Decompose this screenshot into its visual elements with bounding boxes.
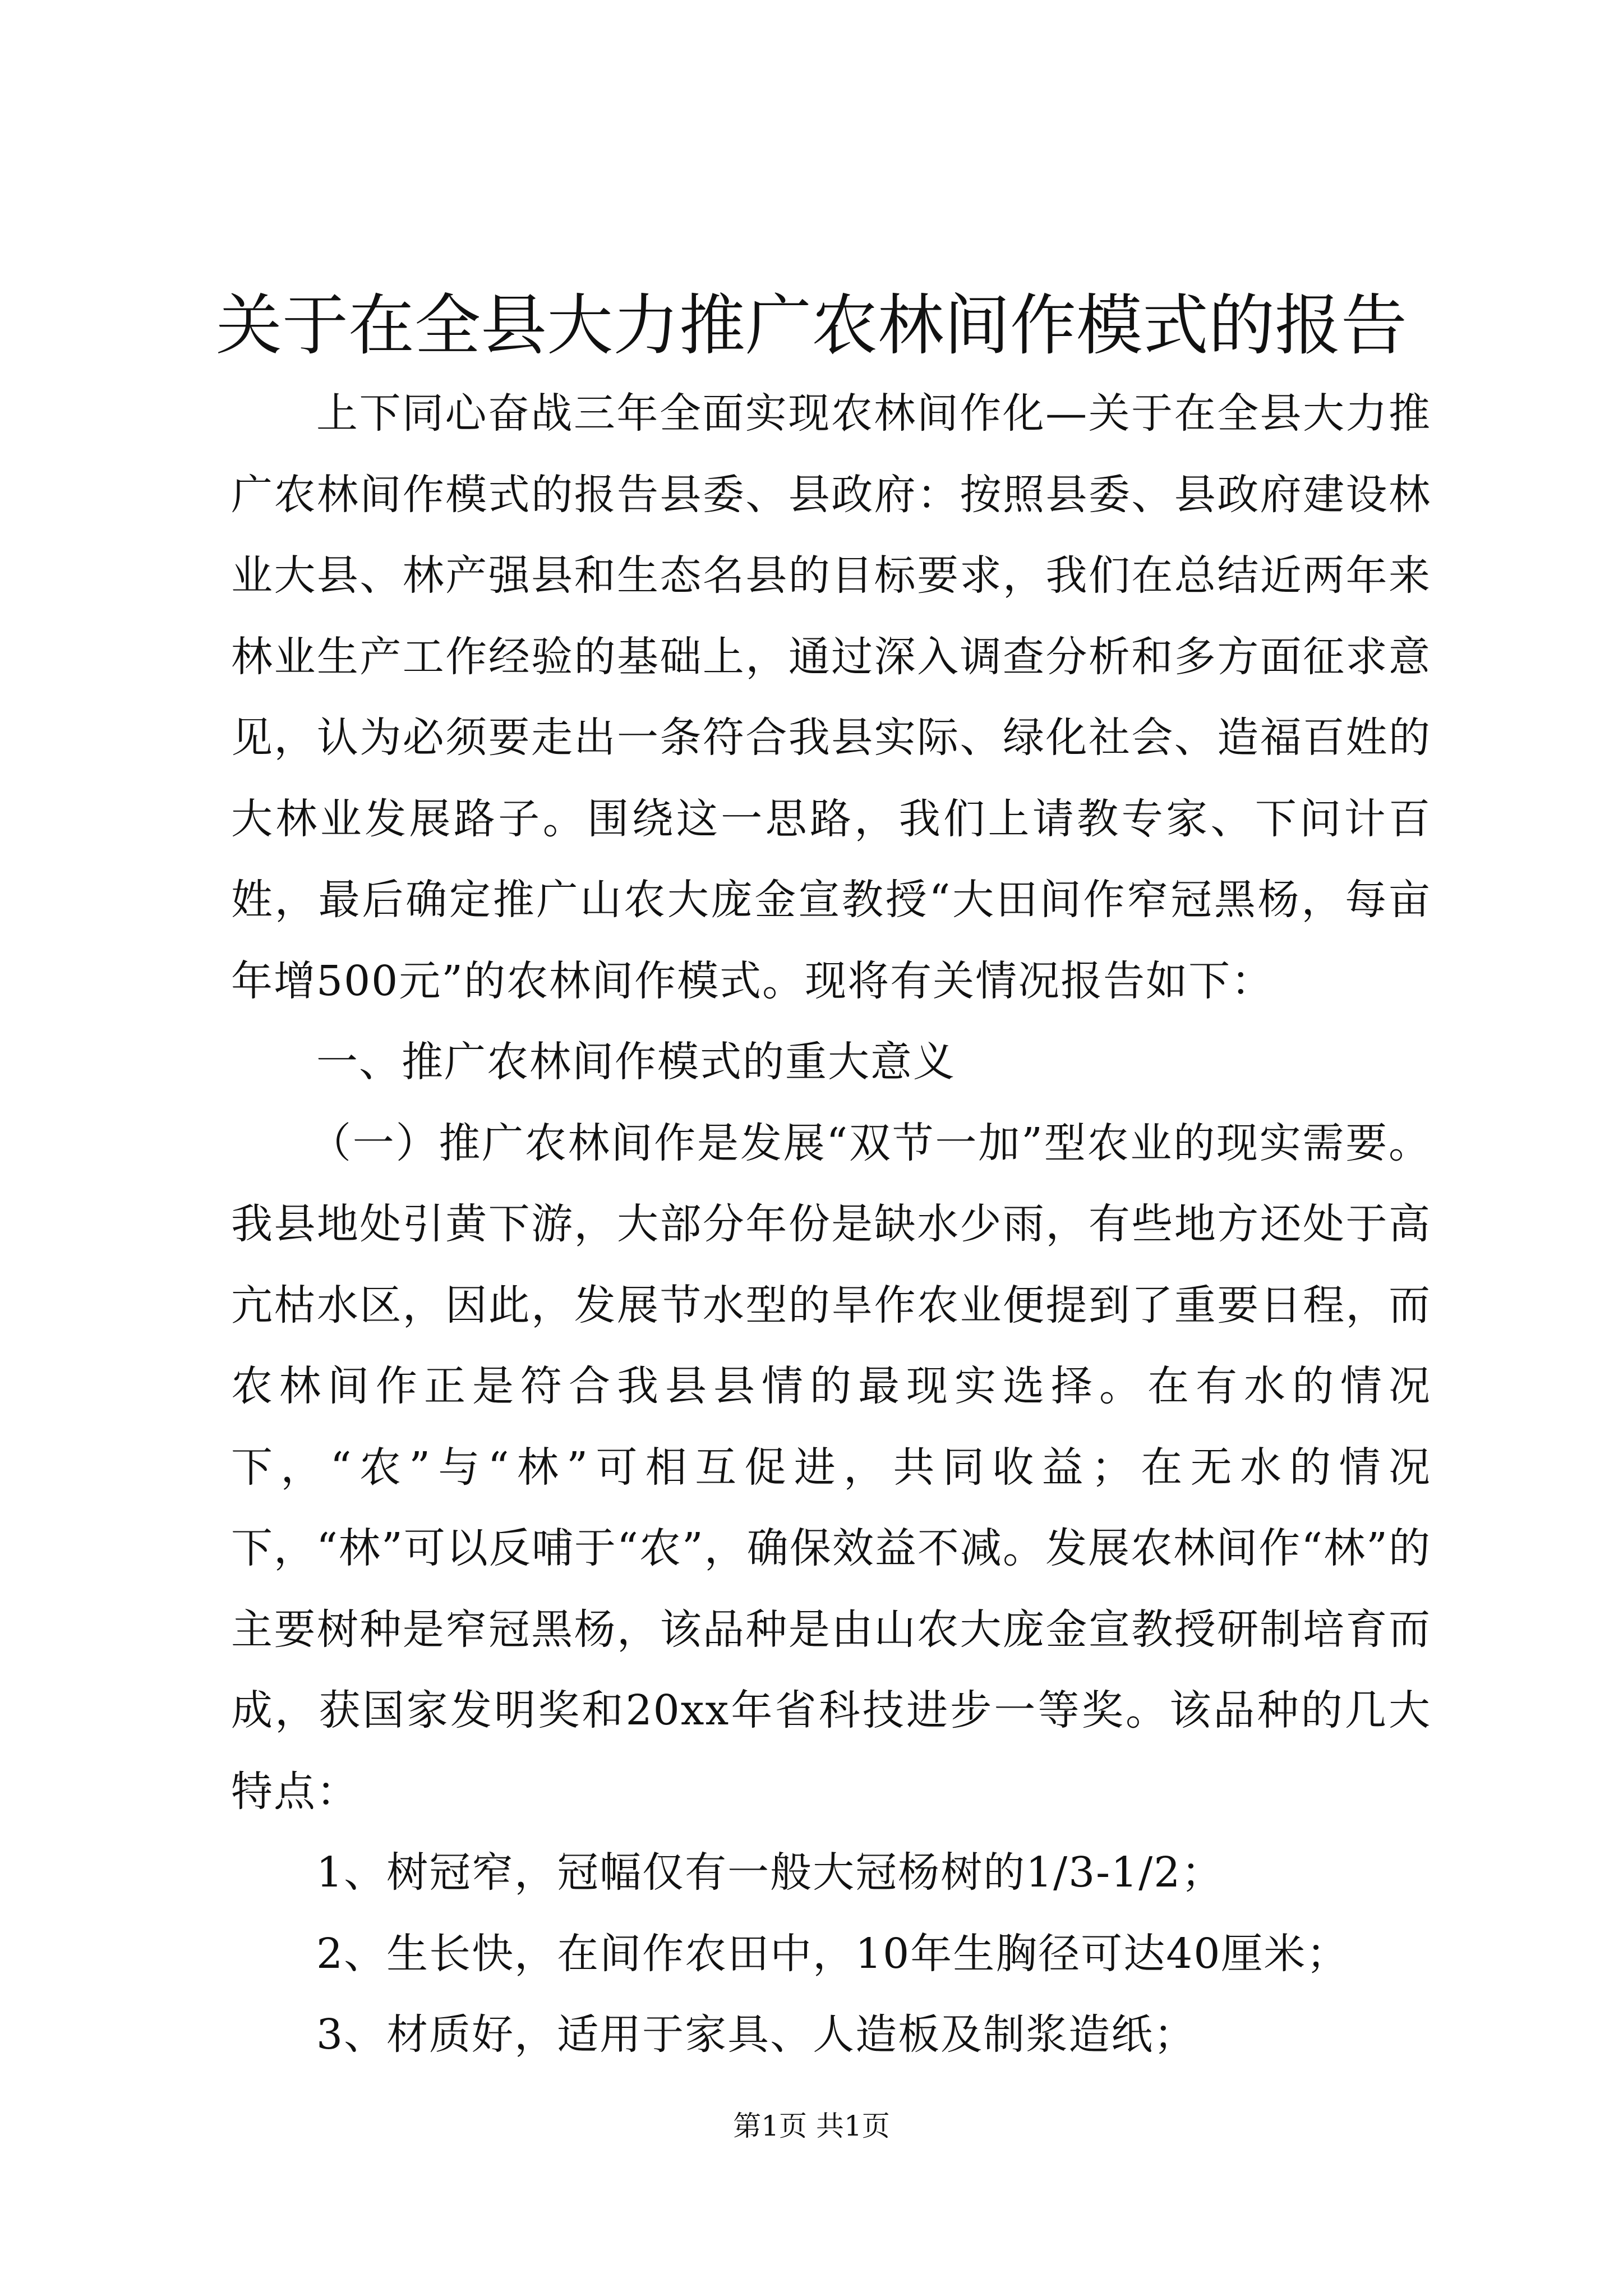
intro-paragraph: 上下同心奋战三年全面实现农林间作化—关于在全县大力推广农林间作模式的报告县委、县政府：按照县委、县政府建设林业大县、林产强县和生态名县的目标要求，我们在总结近两年来林业生产工作经验的基础上，通过深入调查分析和多方面征求意见，认为必须要走出一条符合我县实际、绿化社会、造福百姓的大林业发展路子。围绕这一思路，我们上请教专家、下问计百姓，最后确定推广山农大庞金宣教授“大田间作窄冠黑杨，每亩年增500元”的农林间作模式。现将有关情况报告如下： [231, 389, 1431, 1005]
document-body [231, 373, 1431, 2076]
document-title: 关于在全县大力推广农林间作模式的报告 [215, 287, 1407, 364]
list-item-3: 3、材质好，适用于家具、人造板及制浆造纸； [316, 2010, 1197, 2059]
page-footer: 第1页 共1页 [733, 2110, 890, 2142]
list-item-2: 2、生长快，在间作农田中，10年生胸径可达40厘米； [316, 1929, 1349, 1978]
subsection-paragraph-1: （一）推广农林间作是发展“双节一加”型农业的现实需要。我县地处引黄下游，大部分年份是缺水少雨，有些地方还处于高亢枯水区，因此，发展节水型的旱作农业便提到了重要日程，而农林间作正是符合我县县情的最现实选择。在有水的情况下，“农”与“林”可相互促进，共同收益；在无水的情况下，“林”可以反哺于“农”，确保效益不减。发展农林间作“林”的主要树种是窄冠黑杨，该品种是由山农大庞金宣教授研制培育而成，获国家发明奖和20xx年省科技进步一等奖。该品种的几大特点： [231, 1119, 1431, 1816]
section-heading-1: 一、推广农林间作模式的重大意义 [316, 1038, 956, 1086]
list-item-1: 1、树冠窄，冠幅仅有一般大冠杨树的1/3-1/2； [316, 1848, 1224, 1897]
